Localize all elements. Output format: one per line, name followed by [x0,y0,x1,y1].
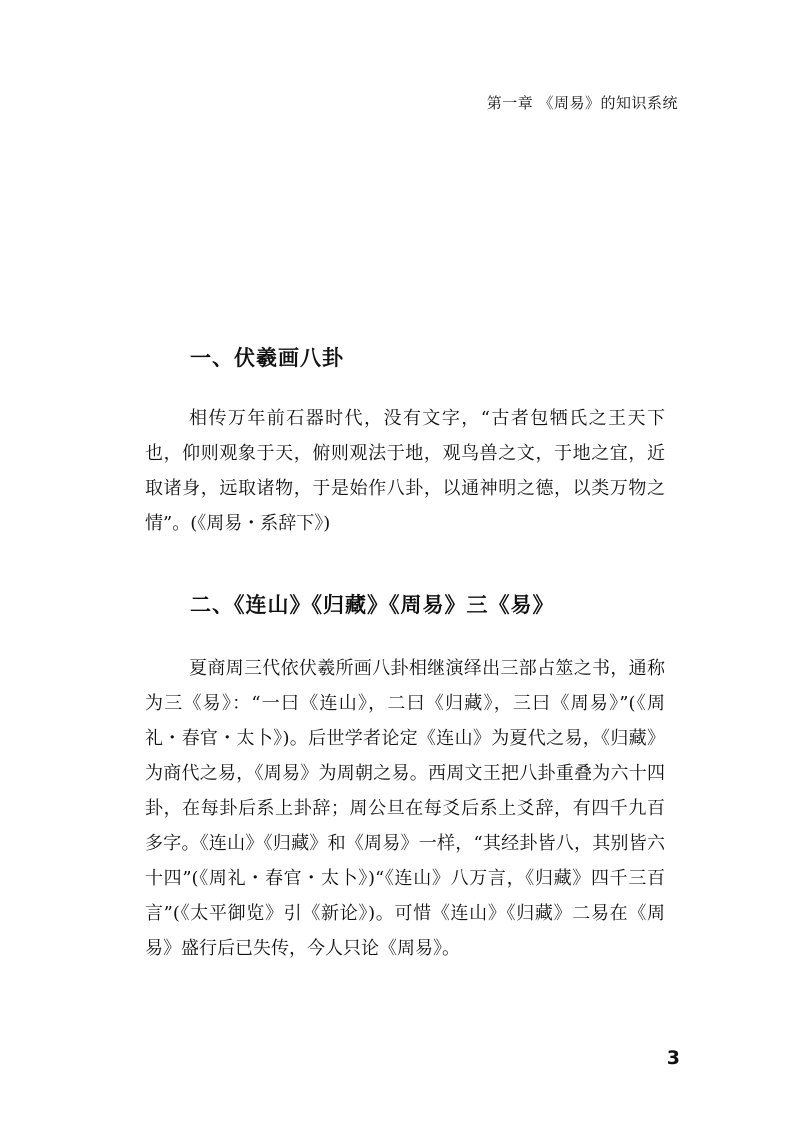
section-heading: 二、《连山》《归藏》《周易》三《易》 [190,593,555,617]
running-header: 第一章 《周易》的知识系统 [486,94,678,112]
section-heading: 一、伏羲画八卦 [190,346,344,370]
body-paragraph: 相传万年前石器时代，没有文字，“古者包牺氏之王天下也，仰则观象于天，俯则观法于地，观鸟兽之文，于地之宜，近取诸身，远取诸物，于是始作八卦，以通神明之德，以类万物之情”。(《周易・系辞下》) [145,408,665,534]
body-paragraph: 夏商周三代依伏羲所画八卦相继演绎出三部占筮之书，通称为三《易》：“一曰《连山》，二曰《归藏》，三曰《周易》”(《周礼・春官・太卜》)。后世学者论定《连山》为夏代之易，《归藏》为商代之易，《周易》为周朝之易。西周文王把八卦重叠为六十四卦，在每卦后系上卦辞；周公旦在每爻后系上爻辞，有四千九百多字。《连山》《归藏》和《周易》一样，“其经卦皆八，其别皆六十四”(《周礼・春官・太卜》)“《连山》八万言，《归藏》四千三百言”(《太平御览》引《新论》)。可惜《连山》《归藏》二易在《周易》盛行后已失传，今人只论《周易》。 [145,658,665,959]
page-number: 3 [666,1047,680,1069]
